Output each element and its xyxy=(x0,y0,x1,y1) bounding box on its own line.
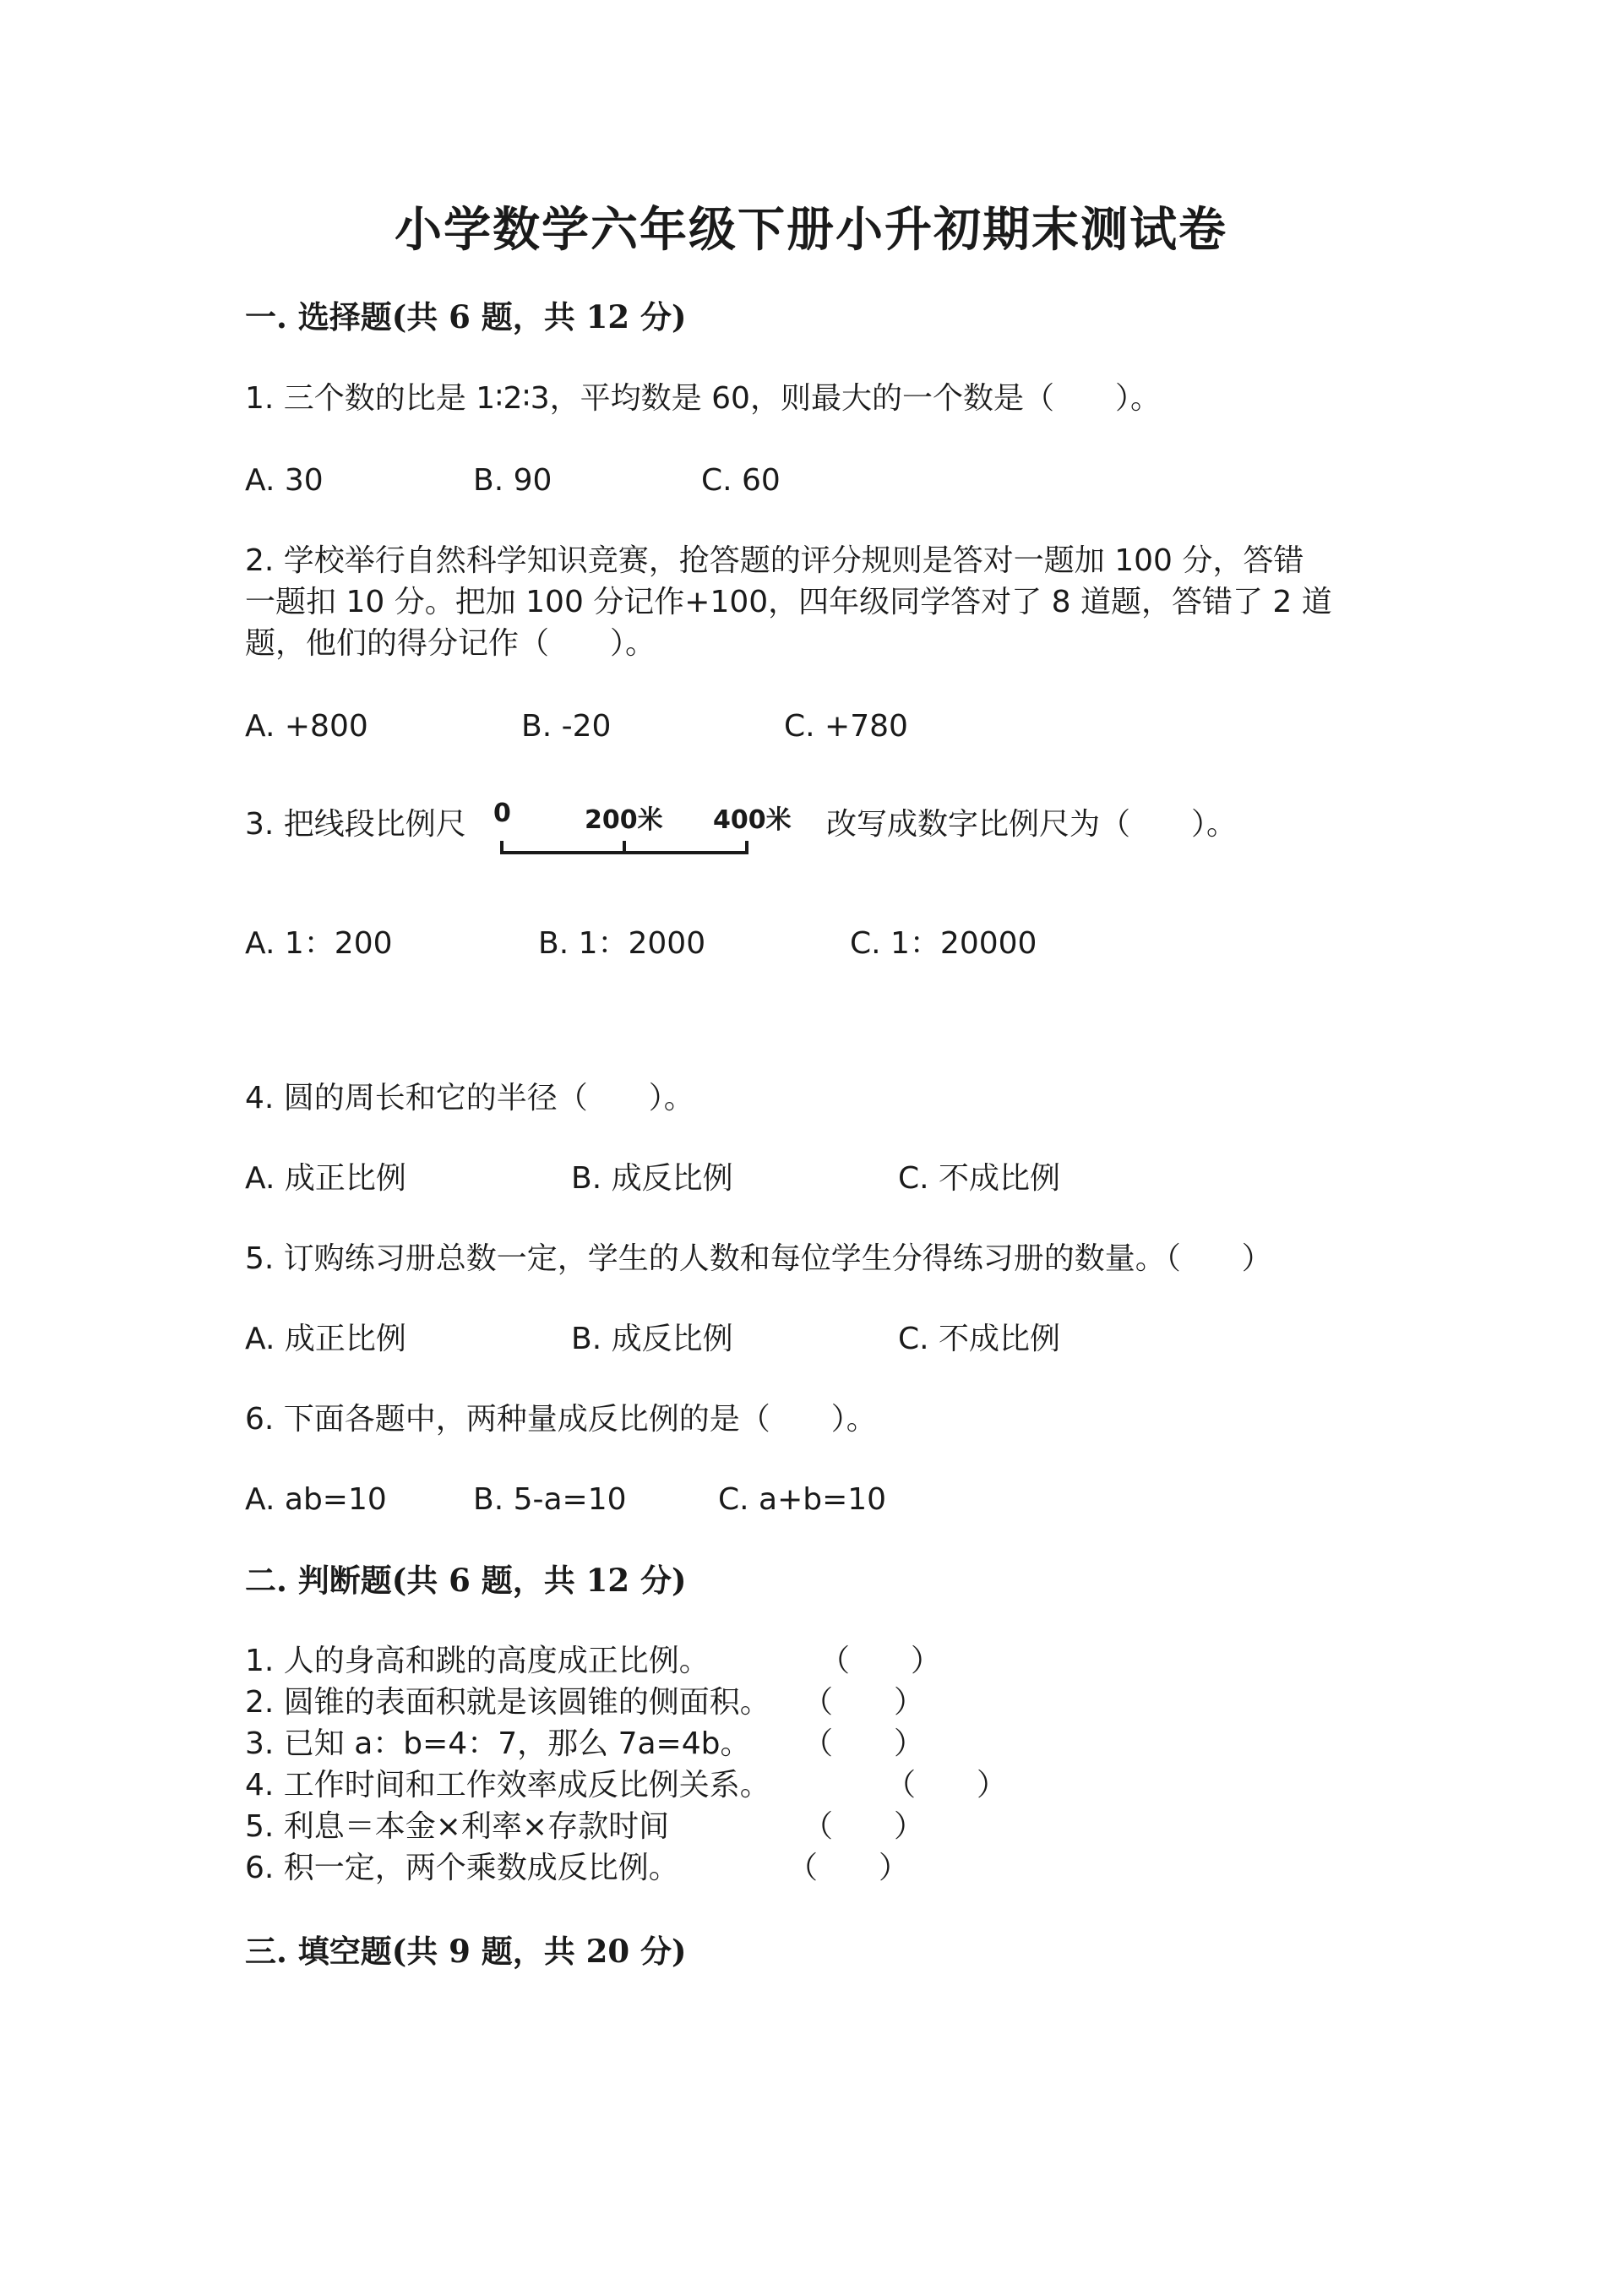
q1-option-c: C. 60 xyxy=(701,463,781,498)
page-title: 小学数学六年级下册小升初期末测试卷 xyxy=(395,202,1227,258)
scale-label-200: 200米 xyxy=(585,805,663,835)
question-5: 5. 订购练习册总数一定，学生的人数和每位学生分得练习册的数量。（ ） xyxy=(245,1241,1272,1276)
judgement-item-1-answer: （ ） xyxy=(819,1644,942,1678)
section-heading-judgement: 二. 判断题(共 6 题，共 12 分) xyxy=(245,1562,687,1599)
q3-option-a: A. 1：200 xyxy=(245,926,393,961)
question-3-text-after: 改写成数字比例尺为（ ）。 xyxy=(826,807,1238,842)
scale-label-400: 400米 xyxy=(713,805,792,835)
q2-option-a: A. +800 xyxy=(245,709,368,744)
judgement-item-3-answer: （ ） xyxy=(803,1726,925,1761)
q4-option-c: C. 不成比例 xyxy=(898,1161,1061,1196)
question-2-line-2: 一题扣 10 分。把加 100 分记作+100，四年级同学答对了 8 道题，答错了 2 道 xyxy=(245,585,1332,619)
judgement-item-3: 3. 已知 a：b=4：7，那么 7a=4b。 xyxy=(245,1726,751,1761)
judgement-item-2-answer: （ ） xyxy=(803,1685,925,1720)
q6-option-a: A. ab=10 xyxy=(245,1482,387,1517)
question-2-line-3: 题，他们的得分记作（ ）。 xyxy=(245,626,656,661)
q1-option-a: A. 30 xyxy=(245,463,324,498)
line-scale-figure xyxy=(490,799,794,866)
section-heading-fill-blank: 三. 填空题(共 9 题，共 20 分) xyxy=(245,1933,687,1970)
q2-option-b: B. -20 xyxy=(521,709,612,744)
question-1: 1. 三个数的比是 1∶2∶3，平均数是 60，则最大的一个数是（ ）。 xyxy=(245,381,1161,416)
q2-option-c: C. +780 xyxy=(784,709,908,744)
q5-option-a: A. 成正比例 xyxy=(245,1322,406,1356)
q3-option-c: C. 1：20000 xyxy=(850,926,1037,961)
section-heading-choice: 一. 选择题(共 6 题，共 12 分) xyxy=(245,298,687,335)
judgement-item-5: 5. 利息＝本金×利率×存款时间 xyxy=(245,1809,670,1844)
q6-option-c: C. a+b=10 xyxy=(718,1482,887,1517)
scale-label-0: 0 xyxy=(493,799,511,828)
q5-option-b: B. 成反比例 xyxy=(571,1322,733,1356)
q4-option-a: A. 成正比例 xyxy=(245,1161,406,1196)
q4-option-b: B. 成反比例 xyxy=(571,1161,733,1196)
judgement-item-2: 2. 圆锥的表面积就是该圆锥的侧面积。 xyxy=(245,1685,770,1720)
judgement-item-1: 1. 人的身高和跳的高度成正比例。 xyxy=(245,1644,710,1678)
question-2-line-1: 2. 学校举行自然科学知识竞赛，抢答题的评分规则是答对一题加 100 分，答错 xyxy=(245,543,1304,578)
judgement-item-5-answer: （ ） xyxy=(803,1809,925,1844)
judgement-item-4: 4. 工作时间和工作效率成反比例关系。 xyxy=(245,1768,770,1802)
q5-option-c: C. 不成比例 xyxy=(898,1322,1061,1356)
judgement-item-6-answer: （ ） xyxy=(787,1851,910,1885)
judgement-item-6: 6. 积一定，两个乘数成反比例。 xyxy=(245,1851,679,1885)
q1-option-b: B. 90 xyxy=(473,463,552,498)
question-4: 4. 圆的周长和它的半径（ ）。 xyxy=(245,1081,694,1115)
judgement-item-4-answer: （ ） xyxy=(885,1768,1008,1802)
question-6: 6. 下面各题中，两种量成反比例的是（ ）。 xyxy=(245,1402,877,1437)
q6-option-b: B. 5-a=10 xyxy=(473,1482,627,1517)
q3-option-b: B. 1：2000 xyxy=(538,926,706,961)
scale-bar xyxy=(490,799,794,866)
question-3-text-before: 3. 把线段比例尺 xyxy=(245,807,466,842)
